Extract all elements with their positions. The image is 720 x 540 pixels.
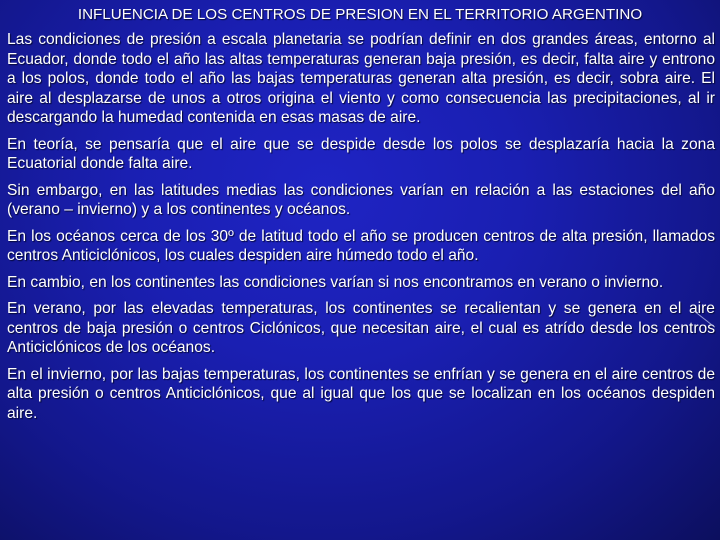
paragraph-continents: En cambio, en los continentes las condiciones varían si nos encontramos en verano o invierno. — [7, 273, 664, 291]
paragraph-theory: En teoría, se pensaría que el aire que se despide desde los polos se desplazaría hacia la zona Ecuatorial donde falta aire. — [7, 135, 715, 172]
paragraph-mid-latitudes: Sin embargo, en las latitudes medias las condiciones varían en relación a las estaciones del año (verano – invierno) y a los continentes y océanos. — [7, 181, 715, 218]
slide-title: INFLUENCIA DE LOS CENTROS DE PRESION EN EL TERRITORIO ARGENTINO — [77, 6, 643, 23]
slide-body — [7, 30, 715, 430]
paragraph-pressure-conditions: Las condiciones de presión a escala planetaria se podrían definir en dos grandes áreas, entorno al Ecuador, donde todo el año las altas temperaturas generan baja presión, es decir, falta aire y entrono a los polos, donde todo el año las bajas temperaturas generan alta presión, es decir, sobra aire. El aire al desplazarse de unos a otros origina el viento y como consecuencia las precipitaciones, al ir descargando la humedad contenida en esas masas de aire. — [7, 31, 715, 126]
paragraph-oceans: En los océanos cerca de los 30º de latitud todo el año se producen centros de alta presión, llamados centros Anticiclónicos, los cuales despiden aire húmedo todo el año. — [7, 227, 715, 264]
paragraph-winter: En el invierno, por las bajas temperaturas, los continentes se enfrían y se genera en el aire centros de alta presión o centros Anticiclónicos, que al igual que los que se localizan en los océanos despiden aire. — [7, 365, 715, 422]
paragraph-summer: En verano, por las elevadas temperaturas, los continentes se recalientan y se genera en el aire centros de baja presión o centros Ciclónicos, que necesitan aire, el cual es atrído desde los centros Anticiclónicos de los océanos. — [7, 300, 715, 356]
